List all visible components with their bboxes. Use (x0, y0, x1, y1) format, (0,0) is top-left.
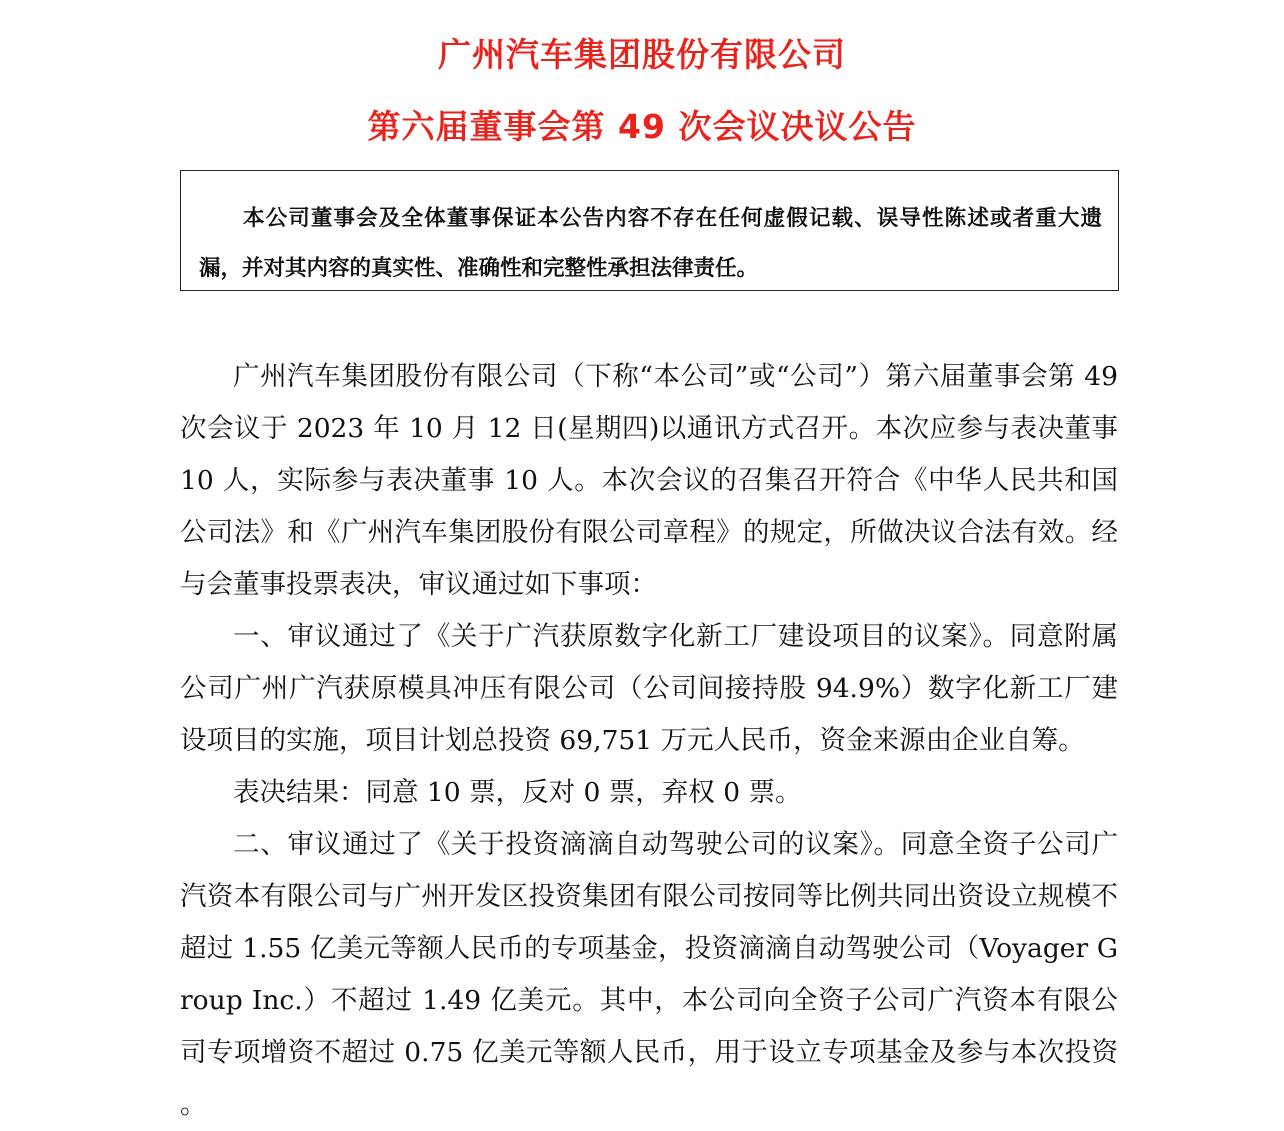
body-paragraph-intro: 广州汽车集团股份有限公司（下称“本公司”或“公司”）第六届董事会第 49 次会议于 2023 年 10 月 12 日(星期四)以通讯方式召开。本次应参与表决董事 10 人，实际参与表决董事 10 人。本次会议的召集召开符合《中华人民共和国公司法》和《广州汽车集团股份有限公司章程》的规定，所做决议合法有效。经与会董事投票表决，审议通过如下事项： (180, 361, 1118, 600)
announcement-body (180, 351, 1118, 1131)
disclaimer-box (180, 170, 1119, 291)
body-paragraph-resolution-2: 二、审议通过了《关于投资滴滴自动驾驶公司的议案》。同意全资子公司广汽资本有限公司与广州开发区投资集团有限公司按同等比例共同出资设立规模不超过 1.55 亿美元等额人民币的专项基金，投资滴滴自动驾驶公司（Voyager Group Inc.）不超过 1.49 亿美元。其中，本公司向全资子公司广汽资本有限公司专项增资不超过 0.75 亿美元等额人民币，用于设立专项基金及参与本次投资。 (180, 829, 1118, 1120)
announcement-title: 第六届董事会第 49 次会议决议公告 (367, 107, 917, 146)
body-paragraph-vote-result: 表决结果：同意 10 票，反对 0 票，弃权 0 票。 (233, 777, 802, 808)
company-title: 广州汽车集团股份有限公司 (438, 35, 846, 74)
disclaimer-text: 本公司董事会及全体董事保证本公告内容不存在任何虚假记载、误导性陈述或者重大遗漏，并对其内容的真实性、准确性和完整性承担法律责任。 (199, 206, 1102, 281)
body-paragraph-resolution-1: 一、审议通过了《关于广汽获原数字化新工厂建设项目的议案》。同意附属公司广州广汽获原模具冲压有限公司（公司间接持股 94.9%）数字化新工厂建设项目的实施，项目计划总投资 69,751 万元人民币，资金来源由企业自筹。 (180, 621, 1118, 756)
